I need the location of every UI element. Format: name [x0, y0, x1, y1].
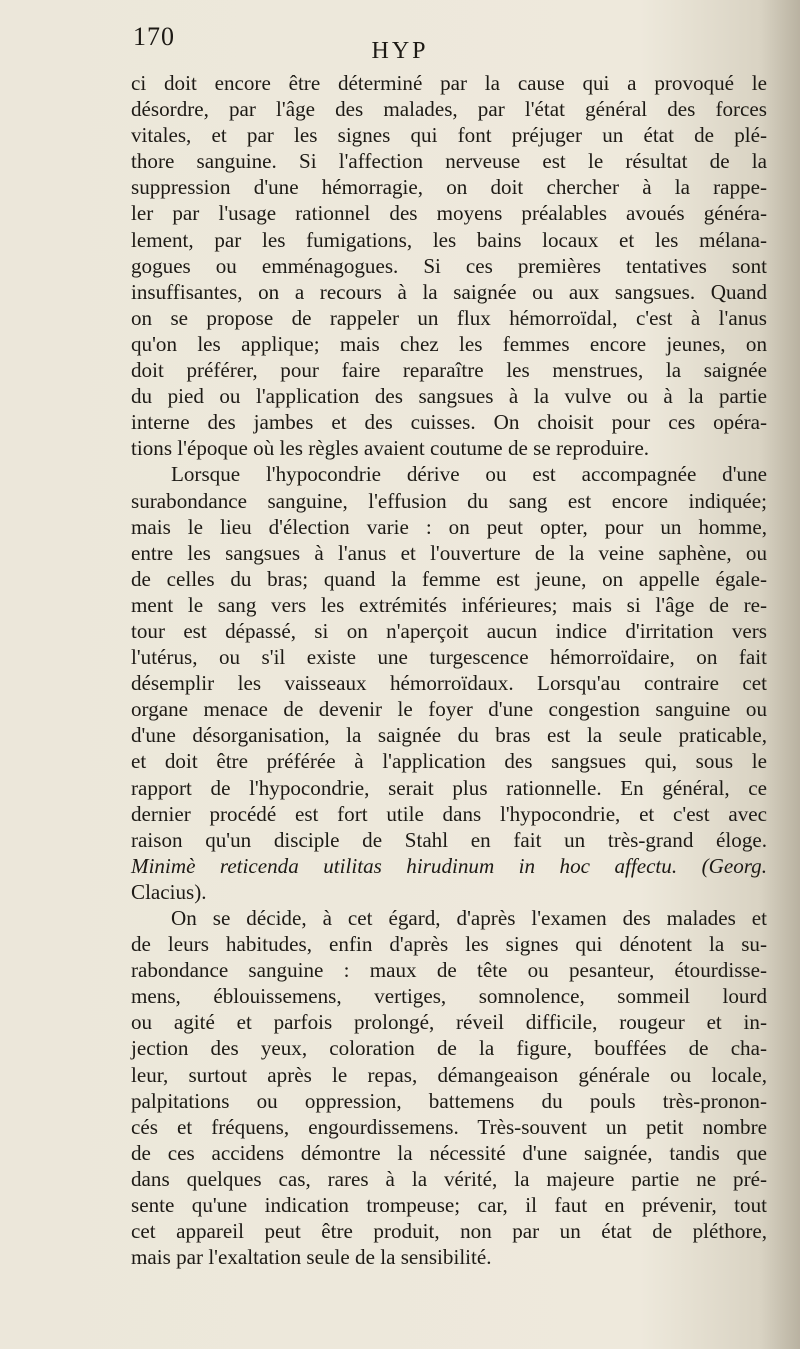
text-line: de celles du bras; quand la femme est jeune, on appelle égale-: [131, 566, 767, 591]
text-line: suppression d'une hémorragie, on doit chercher à la rappe-: [131, 175, 767, 200]
text-line: on se propose de rappeler un flux hémorroïdal, c'est à l'anus: [131, 305, 767, 330]
text-line: mais par l'exaltation seule de la sensibilité.: [131, 1245, 492, 1270]
text-line: raison qu'un disciple de Stahl en fait un très-grand éloge.: [131, 827, 767, 852]
text-line: vitales, et par les signes qui font préjuger un état de plé-: [131, 123, 767, 148]
paragraph: [131, 905, 767, 1270]
text-line: de ces accidens démontre la nécessité d'une saignée, tandis que: [131, 1140, 767, 1165]
text-line: ou agité et parfois prolongé, réveil difficile, rougeur et in-: [131, 1010, 767, 1035]
text-line: d'une désorganisation, la saignée du bras est la seule praticable,: [131, 723, 767, 748]
text-line: lement, par les fumigations, les bains locaux et les mélana-: [131, 227, 767, 252]
text-line: ment le sang vers les extrémités inférieures; mais si l'âge de re-: [131, 592, 767, 617]
text-line: mens, éblouissemens, vertiges, somnolence, sommeil lourd: [131, 984, 767, 1009]
text-line: rabondance sanguine : maux de tête ou pesanteur, étourdisse-: [131, 958, 767, 983]
text-line: dernier procédé est fort utile dans l'hypocondrie, et c'est avec: [131, 801, 767, 826]
text-line: interne des jambes et des cuisses. On choisit pour ces opéra-: [131, 410, 767, 435]
text-line: mais le lieu d'élection varie : on peut opter, pour un homme,: [131, 514, 767, 539]
paragraph: [131, 461, 767, 905]
text-line: leur, surtout après le repas, démangeaison générale ou locale,: [131, 1062, 767, 1087]
text-line: dans quelques cas, rares à la vérité, la majeure partie ne pré-: [131, 1166, 767, 1191]
text-line: Minimè reticenda utilitas hirudinum in hoc affectu. (Georg.: [131, 853, 767, 878]
text-line: gogues ou emménagogues. Si ces premières tentatives sont: [131, 253, 767, 278]
text-line: rapport de l'hypocondrie, serait plus rationnelle. En général, ce: [131, 775, 767, 800]
text-line: palpitations ou oppression, battemens du pouls très-pronon-: [131, 1088, 767, 1113]
text-line: Clacius).: [131, 879, 207, 904]
text-line: jection des yeux, coloration de la figure, bouffées de cha-: [131, 1036, 767, 1061]
text-line: insuffisantes, on a recours à la saignée ou aux sangsues. Quand: [131, 279, 767, 304]
text-line: ci doit encore être déterminé par la cause qui a provoqué le: [131, 71, 767, 95]
text-line: désordre, par l'âge des malades, par l'état général des forces: [131, 97, 767, 122]
text-line: ler par l'usage rationnel des moyens préalables avoués généra-: [131, 201, 767, 226]
text-line: du pied ou l'application des sangsues à la vulve ou à la partie: [131, 384, 767, 409]
text-line: l'utérus, ou s'il existe une turgescence hémorroïdaire, on fait: [131, 645, 767, 670]
text-line: sente qu'une indication trompeuse; car, il faut en prévenir, tout: [131, 1193, 767, 1218]
text-line: On se décide, à cet égard, d'après l'examen des malades et: [171, 906, 767, 930]
text-line: de leurs habitudes, enfin d'après les signes qui dénotent la su-: [131, 932, 767, 957]
running-head: HYP: [371, 38, 429, 64]
text-line: cet appareil peut être produit, non par un état de pléthore,: [131, 1219, 767, 1244]
text-line: tour est dépassé, si on n'aperçoit aucun indice d'irritation vers: [131, 618, 767, 643]
text-line: désemplir les vaisseaux hémorroïdaux. Lorsqu'au contraire cet: [131, 671, 767, 696]
page-number: 170: [133, 22, 175, 51]
text-line: qu'on les applique; mais chez les femmes encore jeunes, on: [131, 331, 767, 356]
text-line: et doit être préférée à l'application des sangsues qui, sous le: [131, 749, 767, 774]
text-line: thore sanguine. Si l'affection nerveuse est le résultat de la: [131, 149, 767, 174]
text-line: Lorsque l'hypocondrie dérive ou est accompagnée d'une: [171, 462, 767, 487]
text-line: entre les sangsues à l'anus et l'ouverture de la veine saphène, ou: [131, 540, 767, 565]
text-line: cés et fréquens, engourdissemens. Très-souvent un petit nombre: [131, 1114, 767, 1139]
paragraph: [131, 70, 767, 461]
text-line: surabondance sanguine, l'effusion du sang est encore indiquée;: [131, 488, 767, 513]
text-line: doit préférer, pour faire reparaître les menstrues, la saignée: [131, 358, 767, 383]
text-line: organe menace de devenir le foyer d'une congestion sanguine ou: [131, 697, 767, 722]
body-text: [131, 70, 767, 1270]
text-line: tions l'époque où les règles avaient coutume de se reproduire.: [131, 436, 650, 461]
